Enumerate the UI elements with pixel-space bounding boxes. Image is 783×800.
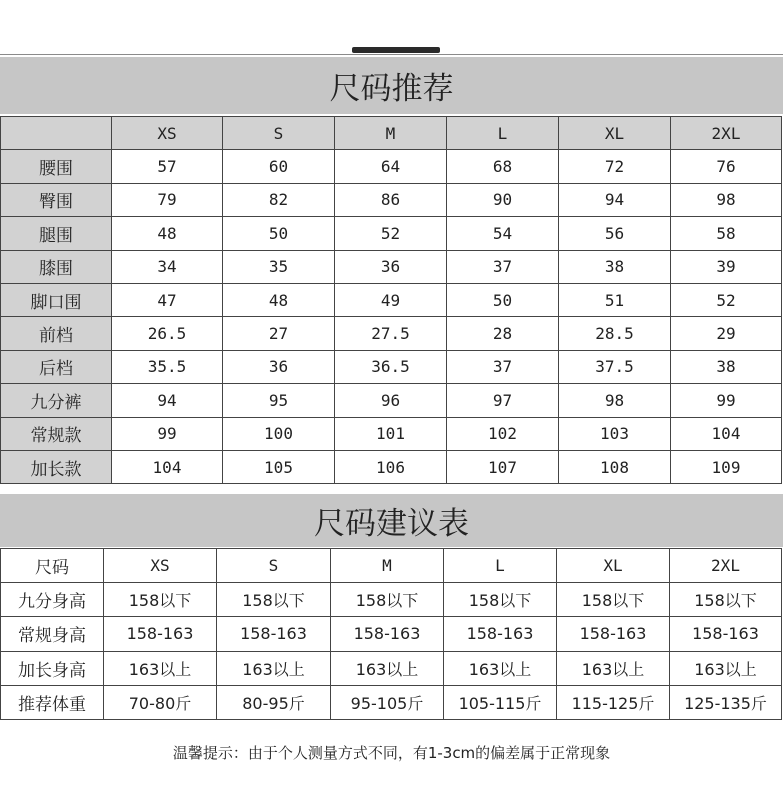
table-cell: 50 bbox=[223, 217, 335, 250]
table-cell: 99 bbox=[112, 417, 223, 450]
table-cell: 163以上 bbox=[331, 651, 444, 685]
table-cell: 52 bbox=[335, 217, 447, 250]
row-label: 臀围 bbox=[1, 183, 112, 216]
table-cell: 37 bbox=[447, 350, 559, 383]
row-label: 脚口围 bbox=[1, 283, 112, 316]
table-cell: 115-125斤 bbox=[557, 685, 670, 719]
table-cell: 36 bbox=[223, 350, 335, 383]
table-cell: 68 bbox=[447, 150, 559, 183]
table-cell: 106 bbox=[335, 450, 447, 483]
table-cell: 163以上 bbox=[557, 651, 670, 685]
table-cell: 158以下 bbox=[444, 583, 557, 617]
table-cell: 47 bbox=[112, 283, 223, 316]
table-cell: 49 bbox=[335, 283, 447, 316]
top-divider bbox=[0, 54, 783, 55]
table-row bbox=[1, 617, 782, 651]
table-cell: 28.5 bbox=[559, 317, 671, 350]
table-cell: 163以上 bbox=[444, 651, 557, 685]
table-cell: 108 bbox=[559, 450, 671, 483]
table-cell: 125-135斤 bbox=[670, 685, 782, 719]
size-suggestion-table-body bbox=[1, 549, 782, 720]
table-cell: 27.5 bbox=[335, 317, 447, 350]
table-cell: 52 bbox=[671, 283, 782, 316]
row-label: 前档 bbox=[1, 317, 112, 350]
table-cell: 36 bbox=[335, 250, 447, 283]
size-header-cell: M bbox=[331, 549, 444, 583]
size-header-cell: S bbox=[217, 549, 331, 583]
table-cell: 95-105斤 bbox=[331, 685, 444, 719]
size-measurement-table-body bbox=[1, 117, 782, 484]
table-cell: 37.5 bbox=[559, 350, 671, 383]
row-label: 腰围 bbox=[1, 150, 112, 183]
table-row bbox=[1, 384, 782, 417]
table-cell: 102 bbox=[447, 417, 559, 450]
table-row bbox=[1, 583, 782, 617]
table-cell: 158以下 bbox=[557, 583, 670, 617]
table-row bbox=[1, 183, 782, 216]
table-row bbox=[1, 217, 782, 250]
header-label: 尺码 bbox=[1, 549, 104, 583]
table-cell: 158-163 bbox=[670, 617, 782, 651]
table-cell: 26.5 bbox=[112, 317, 223, 350]
measurement-note: 温馨提示：由于个人测量方式不同，有1-3cm的偏差属于正常现象 bbox=[172, 744, 611, 762]
table-cell: 107 bbox=[447, 450, 559, 483]
table-cell: 37 bbox=[447, 250, 559, 283]
table-row bbox=[1, 283, 782, 316]
table-cell: 56 bbox=[559, 217, 671, 250]
table-cell: 34 bbox=[112, 250, 223, 283]
table-cell: 158-163 bbox=[331, 617, 444, 651]
table-cell: 29 bbox=[671, 317, 782, 350]
table-cell: 97 bbox=[447, 384, 559, 417]
row-label: 九分身高 bbox=[1, 583, 104, 617]
table-cell: 48 bbox=[223, 283, 335, 316]
table-cell: 80-95斤 bbox=[217, 685, 331, 719]
table-cell: 60 bbox=[223, 150, 335, 183]
table-cell: 104 bbox=[112, 450, 223, 483]
row-label: 常规身高 bbox=[1, 617, 104, 651]
size-header-cell: L bbox=[447, 117, 559, 150]
table-cell: 28 bbox=[447, 317, 559, 350]
size-header-cell: 2XL bbox=[671, 117, 782, 150]
table-cell: 105-115斤 bbox=[444, 685, 557, 719]
table-row bbox=[1, 150, 782, 183]
table-cell: 57 bbox=[112, 150, 223, 183]
table-cell: 48 bbox=[112, 217, 223, 250]
table-cell: 38 bbox=[671, 350, 782, 383]
table-cell: 94 bbox=[112, 384, 223, 417]
size-header-cell: XL bbox=[557, 549, 670, 583]
table-cell: 72 bbox=[559, 150, 671, 183]
table-cell: 158以下 bbox=[217, 583, 331, 617]
table-cell: 163以上 bbox=[670, 651, 782, 685]
table-cell: 51 bbox=[559, 283, 671, 316]
table-cell: 98 bbox=[671, 183, 782, 216]
table-cell: 35.5 bbox=[112, 350, 223, 383]
table-cell: 58 bbox=[671, 217, 782, 250]
row-label: 九分裤 bbox=[1, 384, 112, 417]
size-header-cell: 2XL bbox=[670, 549, 782, 583]
table-cell: 104 bbox=[671, 417, 782, 450]
size-header-cell: XS bbox=[112, 117, 223, 150]
size-recommendation-title: 尺码推荐 bbox=[0, 57, 783, 114]
table-cell: 86 bbox=[335, 183, 447, 216]
table-row bbox=[1, 250, 782, 283]
table-cell: 39 bbox=[671, 250, 782, 283]
table-cell: 70-80斤 bbox=[104, 685, 217, 719]
size-header-cell: L bbox=[444, 549, 557, 583]
size-measurement-table bbox=[0, 116, 782, 484]
size-header-cell: M bbox=[335, 117, 447, 150]
table-cell: 35 bbox=[223, 250, 335, 283]
table-cell: 95 bbox=[223, 384, 335, 417]
row-label: 加长款 bbox=[1, 450, 112, 483]
table-cell: 158-163 bbox=[104, 617, 217, 651]
row-label: 膝围 bbox=[1, 250, 112, 283]
size-header-cell: XL bbox=[559, 117, 671, 150]
table-cell: 158-163 bbox=[444, 617, 557, 651]
corner-cell bbox=[1, 117, 112, 150]
table-cell: 94 bbox=[559, 183, 671, 216]
table-cell: 99 bbox=[671, 384, 782, 417]
table-cell: 50 bbox=[447, 283, 559, 316]
size-header-row bbox=[1, 117, 782, 150]
table-cell: 36.5 bbox=[335, 350, 447, 383]
table-cell: 109 bbox=[671, 450, 782, 483]
table-cell: 64 bbox=[335, 150, 447, 183]
table-row bbox=[1, 350, 782, 383]
row-label: 加长身高 bbox=[1, 651, 104, 685]
size-suggestion-table bbox=[0, 548, 782, 720]
table-cell: 27 bbox=[223, 317, 335, 350]
table-cell: 158-163 bbox=[217, 617, 331, 651]
size-header-cell: XS bbox=[104, 549, 217, 583]
table-row bbox=[1, 417, 782, 450]
table-row bbox=[1, 317, 782, 350]
table-row bbox=[1, 450, 782, 483]
table-cell: 100 bbox=[223, 417, 335, 450]
table-row bbox=[1, 651, 782, 685]
table-cell: 103 bbox=[559, 417, 671, 450]
table-cell: 158以下 bbox=[104, 583, 217, 617]
table-cell: 105 bbox=[223, 450, 335, 483]
table-row bbox=[1, 685, 782, 719]
top-decorative-bar bbox=[352, 47, 440, 53]
table-cell: 158-163 bbox=[557, 617, 670, 651]
table-cell: 101 bbox=[335, 417, 447, 450]
table-cell: 96 bbox=[335, 384, 447, 417]
size-suggestion-title: 尺码建议表 bbox=[0, 494, 783, 547]
table-cell: 158以下 bbox=[331, 583, 444, 617]
size-header-cell: S bbox=[223, 117, 335, 150]
table-cell: 158以下 bbox=[670, 583, 782, 617]
table-cell: 54 bbox=[447, 217, 559, 250]
table-cell: 163以上 bbox=[104, 651, 217, 685]
table-cell: 82 bbox=[223, 183, 335, 216]
row-label: 推荐体重 bbox=[1, 685, 104, 719]
table-cell: 79 bbox=[112, 183, 223, 216]
table-cell: 98 bbox=[559, 384, 671, 417]
row-label: 腿围 bbox=[1, 217, 112, 250]
row-label: 后档 bbox=[1, 350, 112, 383]
table-cell: 38 bbox=[559, 250, 671, 283]
size-header-row bbox=[1, 549, 782, 583]
table-cell: 90 bbox=[447, 183, 559, 216]
table-cell: 76 bbox=[671, 150, 782, 183]
row-label: 常规款 bbox=[1, 417, 112, 450]
table-cell: 163以上 bbox=[217, 651, 331, 685]
